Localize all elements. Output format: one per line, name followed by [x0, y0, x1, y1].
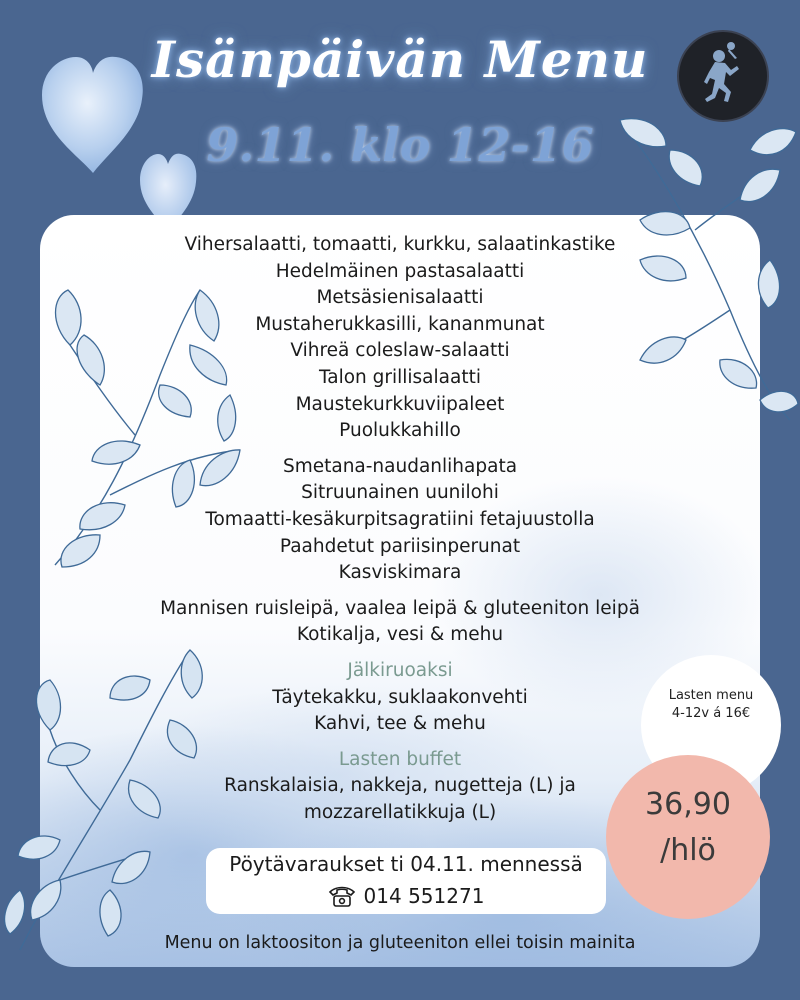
phone-icon — [328, 885, 356, 912]
main-item: Tomaatti-kesäkurpitsagratiini fetajuustolla — [205, 508, 595, 530]
main-item: Kasviskimara — [338, 562, 462, 584]
price-unit: /hlö — [660, 833, 716, 868]
kids-buffet-item: mozzarellatikkuja (L) — [303, 801, 497, 823]
running-figure-logo-icon — [677, 30, 769, 122]
page-title: Isänpäivän Menu — [151, 30, 649, 89]
main-item: Sitruunainen uunilohi — [301, 482, 499, 504]
salad-item: Vihreä coleslaw-salaatti — [290, 340, 510, 362]
reservation-text: Pöytävaraukset ti 04.11. mennessä — [229, 852, 583, 876]
dessert-item: Täytekakku, suklaakonvehti — [272, 686, 528, 708]
dessert-item: Kahvi, tee & mehu — [314, 713, 486, 735]
kids-menu-text — [641, 687, 781, 723]
dessert-heading: Jälkiruoaksi — [347, 659, 453, 681]
kids-buffet-item: Ranskalaisia, nakkeja, nugetteja (L) ja — [224, 775, 576, 797]
salad-item: Vihersalaatti, tomaatti, kurkku, salaatinkastike — [184, 234, 616, 255]
salad-item: Talon grillisalaatti — [319, 366, 481, 388]
kids-menu-title: Lasten menu — [668, 688, 754, 703]
event-date: 9.11. klo 12-16 — [206, 118, 594, 172]
phone-number[interactable]: 014 551271 — [363, 884, 485, 908]
salad-item: Hedelmäinen pastasalaatti — [275, 260, 525, 282]
reservation-phone-row — [206, 884, 606, 912]
price-amount: 36,90 — [645, 787, 731, 822]
price-badge — [606, 755, 770, 919]
drink-item: Kotikalja, vesi & mehu — [296, 624, 504, 646]
reservation-box — [206, 848, 606, 914]
footer-note: Menu on laktoositon ja gluteeniton ellei toisin mainita — [164, 933, 636, 953]
main-item: Paahdetut pariisinperunat — [279, 535, 521, 557]
main-item: Smetana-naudanlihapata — [282, 455, 518, 477]
kids-menu-price: 4-12v á 16€ — [671, 706, 751, 721]
salad-item: Puolukkahillo — [339, 420, 461, 442]
kids-buffet-heading: Lasten buffet — [338, 748, 462, 770]
salad-item: Metsäsienisalaatti — [316, 287, 484, 309]
bread-item: Mannisen ruisleipä, vaalea leipä & gluteeniton leipä — [160, 597, 640, 619]
salad-item: Mustaherukkasilli, kananmunat — [255, 313, 545, 335]
salad-item: Maustekurkkuviipaleet — [295, 393, 505, 415]
